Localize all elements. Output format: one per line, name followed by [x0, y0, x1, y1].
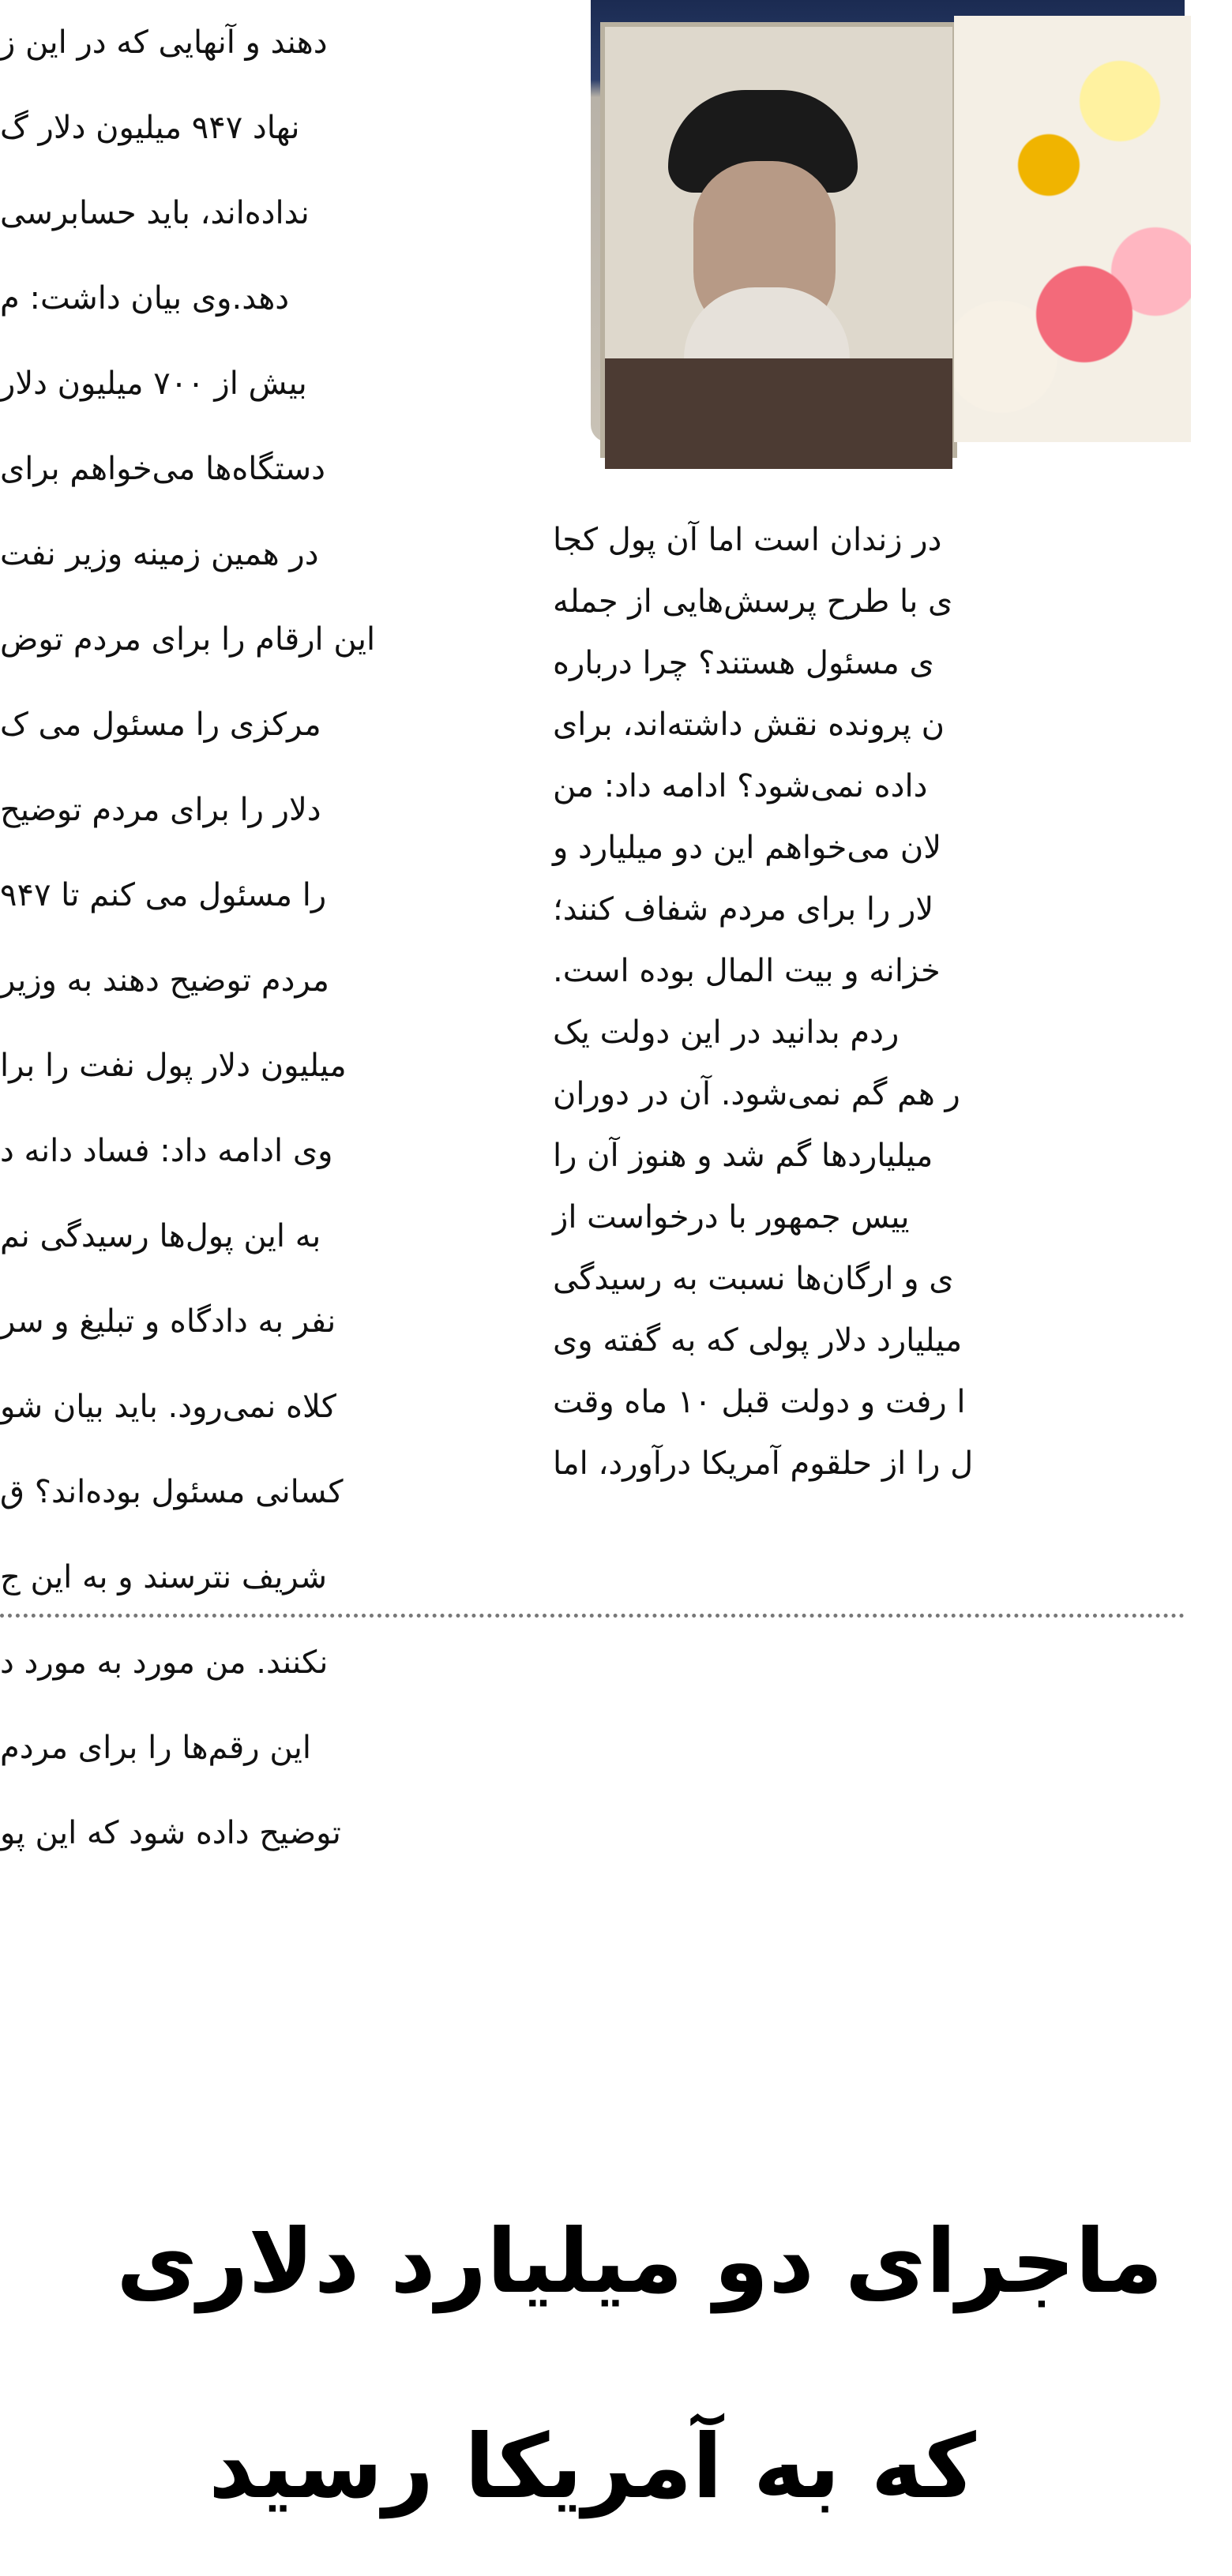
- text-line: ی مسئول هستند؟ چرا درباره: [553, 645, 934, 681]
- right-line: [553, 571, 1185, 632]
- left-line: [0, 938, 505, 1023]
- right-line: [553, 1433, 1185, 1494]
- text-line: این رقم‌ها را برای مردم: [0, 1730, 312, 1766]
- left-line: [0, 85, 505, 171]
- text-line: مردم توضیح دهند به وزیر: [0, 962, 329, 999]
- text-line: شریف نترسند و به این ج: [0, 1559, 327, 1595]
- text-line: این ارقام را برای مردم توض: [0, 621, 376, 658]
- text-line: ییس جمهور با درخواست از: [553, 1199, 910, 1236]
- left-line: [0, 1108, 505, 1194]
- text-line: داده نمی‌شود؟ ادامه داد: من: [553, 768, 928, 804]
- right-line: [553, 1125, 1185, 1187]
- text-line: میلیاردها گم شد و هنوز آن را: [553, 1138, 933, 1174]
- right-line: [553, 1310, 1185, 1371]
- right-line: [553, 879, 1185, 940]
- right-line: [553, 1063, 1185, 1125]
- left-line: [0, 256, 505, 341]
- article-left-column: [0, 0, 505, 1851]
- left-line: [0, 682, 505, 767]
- article-photo: [591, 0, 1185, 442]
- portrait-robe: [605, 358, 952, 469]
- text-line: ن پرونده نقش داشته‌اند، برای: [553, 707, 945, 743]
- left-line: [0, 1535, 505, 1620]
- text-line: نفر به دادگاه و تبلیغ و سر: [0, 1303, 336, 1340]
- text-line: دستگاه‌ها می‌خواهم برای: [0, 451, 325, 487]
- left-line: [0, 1790, 505, 1876]
- flower-bouquet: [954, 16, 1191, 442]
- left-line: [0, 0, 505, 85]
- left-line: [0, 597, 505, 682]
- left-line: [0, 1620, 505, 1705]
- text-line: کلاه نمی‌رود. باید بیان شو: [0, 1389, 336, 1425]
- left-line: [0, 1194, 505, 1279]
- text-line: مرکزی را مسئول می ک: [0, 707, 321, 743]
- left-line: [0, 341, 505, 426]
- text-line: نهاد ۹۴۷ میلیون دلار گ: [0, 110, 300, 146]
- right-line: [553, 817, 1185, 879]
- text-line: بیش از ۷۰۰ میلیون دلار: [0, 366, 307, 402]
- left-line: [0, 767, 505, 853]
- text-line: نکنند. من مورد به مورد د: [0, 1644, 329, 1681]
- left-line: [0, 1364, 505, 1449]
- right-line: [553, 1002, 1185, 1063]
- text-line: خزانه و بیت المال بوده است.: [553, 953, 941, 989]
- text-line: ر هم گم نمی‌شود. آن در دوران: [553, 1076, 960, 1112]
- right-line: [553, 1248, 1185, 1310]
- text-line: ی و ارگان‌ها نسبت به رسیدگی: [553, 1261, 954, 1297]
- text-line: لار را برای مردم شفاف کنند؛: [553, 891, 934, 928]
- text-line: دهد.وی بیان داشت: م: [0, 280, 290, 317]
- text-line: توضیح داده شود که این پو: [0, 1815, 341, 1851]
- text-line: دهند و آنهایی که در این ز: [0, 24, 328, 61]
- right-line: [553, 509, 1185, 571]
- right-line: [553, 632, 1185, 694]
- article-right-column: [553, 509, 1185, 1496]
- right-line: [553, 1187, 1185, 1248]
- section-divider: [0, 1614, 1185, 1618]
- left-line: [0, 512, 505, 597]
- text-line: لان می‌خواهم این دو میلیارد و: [553, 830, 942, 866]
- text-line: میلیون دلار پول نفت را برا: [0, 1048, 347, 1084]
- text-line: در زندان است اما آن پول کجا: [553, 522, 942, 558]
- right-line: [553, 940, 1185, 1002]
- text-line: به این پول‌ها رسیدگی نم: [0, 1218, 321, 1254]
- text-line: دلار را برای مردم توضیح: [0, 792, 321, 828]
- left-line: [0, 1279, 505, 1364]
- left-line: [0, 1023, 505, 1108]
- text-line: ل را از حلقوم آمریکا درآورد، اما: [553, 1445, 974, 1482]
- text-line: وی ادامه داد: فساد دانه د: [0, 1133, 333, 1169]
- right-line: [553, 694, 1185, 756]
- text-line: میلیارد دلار پولی که به گفته وی: [553, 1322, 963, 1359]
- right-line: [553, 1371, 1185, 1433]
- text-line: در همین زمینه وزیر نفت: [0, 536, 319, 572]
- headline-line-2: که به آمریکا رسید: [208, 2416, 976, 2518]
- text-line: ردم بدانید در این دولت یک: [553, 1014, 900, 1051]
- left-line: [0, 426, 505, 512]
- right-line: [553, 756, 1185, 817]
- text-line: را مسئول می کنم تا ۹۴۷: [0, 877, 327, 913]
- text-line: ا رفت و دولت قبل ۱۰ ماه وقت: [553, 1384, 966, 1420]
- left-line: [0, 171, 505, 256]
- text-line: نداده‌اند، باید حسابرسی: [0, 195, 310, 231]
- text-line: ی با طرح پرسش‌هایی از جمله: [553, 583, 953, 620]
- left-line: [0, 1449, 505, 1535]
- left-line: [0, 1705, 505, 1790]
- headline-line-1: ماجرای دو میلیارد دلاری: [116, 2210, 1163, 2313]
- text-line: کسانی مسئول بوده‌اند؟ ق: [0, 1474, 344, 1510]
- left-line: [0, 853, 505, 938]
- portrait-frame: [600, 22, 957, 458]
